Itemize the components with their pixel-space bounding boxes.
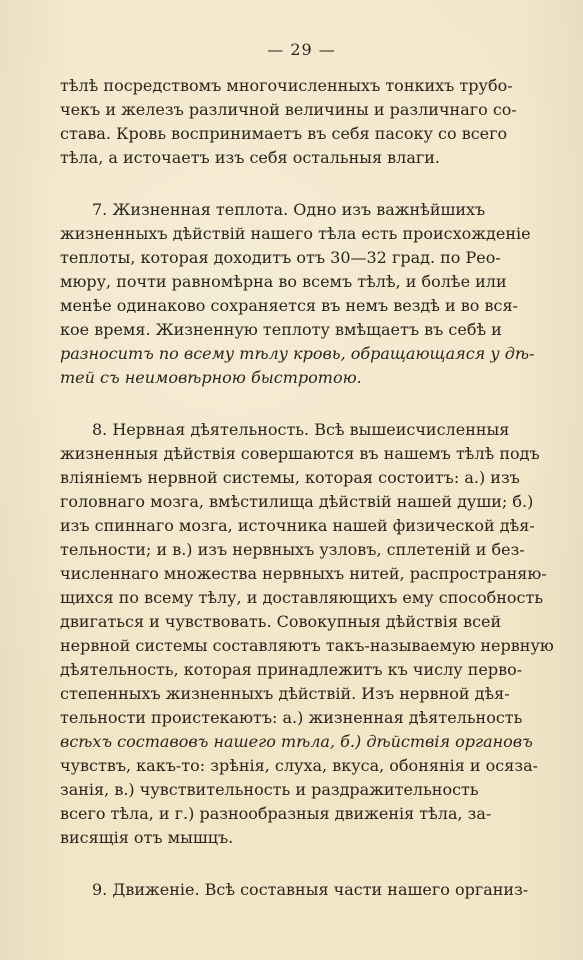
text-line: висящія отъ мышцъ.: [60, 828, 234, 847]
text-line: двигаться и чувствовать. Совокупныя дѣйствія всей: [60, 612, 502, 631]
section-gap: [60, 864, 543, 878]
text-line: чекъ и железъ различной величины и различнаго со-: [60, 100, 517, 119]
text-line: дѣятельность, которая принадлежитъ къ числу перво-: [60, 660, 523, 679]
text-line: численнаго множества нервныхъ нитей, распространяю-: [60, 564, 547, 583]
section-gap: [60, 404, 543, 418]
section-gap: [60, 184, 543, 198]
text-line: занія, в.) чувствительность и раздражительность: [60, 780, 479, 799]
text-line: кое время. Жизненную теплоту вмѣщаетъ въ себѣ и: [60, 320, 502, 339]
paragraph-vital-warmth: [60, 198, 543, 390]
text-line: менѣе одинаково сохраняется въ немъ вездѣ и во вся-: [60, 296, 518, 315]
text-line: мюру, почти равномѣрна во всемъ тѣлѣ, и болѣе или: [60, 272, 507, 291]
text-line: става. Кровь воспринимаетъ въ себя пасоку со всего: [60, 124, 508, 143]
text-line: 8. Нервная дѣятельность. Всѣ вышеисчисленныя: [92, 420, 510, 439]
text-line: 9. Движеніе. Всѣ составныя части нашего организ-: [92, 880, 529, 899]
text-line: тельности; и в.) изъ нервныхъ узловъ, сплетеній и без-: [60, 540, 525, 559]
text-line: 7. Жизненная теплота. Одно изъ важнѣйшихъ: [92, 200, 486, 219]
text-line: щихся по всему тѣлу, и доставляющихъ ему способность: [60, 588, 544, 607]
text-line: чувствъ, какъ-то: зрѣнія, слуха, вкуса, обонянія и осяза-: [60, 756, 539, 775]
text-line: изъ спиннаго мозга, источника нашей физической дѣя-: [60, 516, 535, 535]
text-line: тѣлѣ посредствомъ многочисленныхъ тонкихъ трубо-: [60, 76, 513, 95]
paragraph-movement: [60, 878, 543, 902]
text-line: теплоты, которая доходитъ отъ 30—32 град. по Рео-: [60, 248, 501, 267]
text-line: степенныхъ жизненныхъ дѣйствій. Изъ нервной дѣя-: [60, 684, 510, 703]
text-line: нервной системы составляютъ такъ-называемую нервную: [60, 636, 554, 655]
paragraph-nervous-activity: [60, 418, 554, 850]
text-line: тельности проистекаютъ: а.) жизненная дѣятельность: [60, 708, 523, 727]
text-line: всего тѣла, и г.) разнообразныя движенія тѣла, за-: [60, 804, 492, 823]
text-line: головнаго мозга, вмѣстилища дѣйствій нашей души; б.): [60, 492, 534, 511]
page-number: — 29 —: [267, 40, 336, 59]
text-line: тѣла, а источаетъ изъ себя остальныя влаги.: [60, 148, 440, 167]
text-line: всѣхъ составовъ нашего тѣла, б.) дѣйствія органовъ: [60, 732, 533, 751]
text-line: вліяніемъ нервной системы, которая состоитъ: а.) изъ: [60, 468, 520, 487]
text-line: жизненныя дѣйствія совершаются въ нашемъ тѣлѣ подъ: [60, 444, 540, 463]
text-line: разноситъ по всему тѣлу кровь, обращающаяся у дѣ-: [60, 344, 535, 363]
text-line: тей съ неимовѣрною быстротою.: [60, 368, 362, 387]
text-line: жизненныхъ дѣйствій нашего тѣла есть происхожденіе: [60, 224, 531, 243]
paragraph-blood-fluids: [60, 74, 543, 170]
